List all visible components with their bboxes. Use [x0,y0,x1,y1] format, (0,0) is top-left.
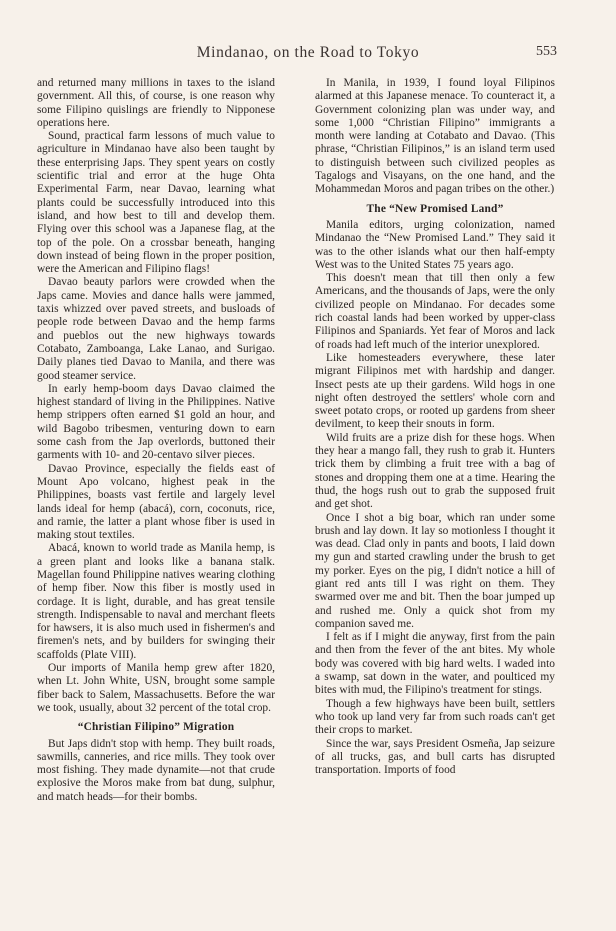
page-number: 553 [536,44,557,59]
paragraph: This doesn't mean that till then only a few Americans, and the thousands of Japs, were the only civilized people on Mindanao. For decades some rich coastal lands had been worked by upper-class Filipinos and Spaniards. Yet fear of Moros and lack of roads had left much of the interior unexplored. [315,272,555,351]
section-heading: “Christian Filipino” Migration [77,721,235,734]
paragraph: and returned many millions in taxes to the island government. All this, of course, is one reason why some Filipino quislings are friendly to Nipponese operations here. [37,77,275,129]
section-heading: The “New Promised Land” [366,202,504,215]
paragraph: Davao beauty parlors were crowded when the Japs came. Movies and dance halls were jammed, taxis whizzed over paved streets, and busloads of people rode between Davao and the hemp farms and pueblos out the new highways towards Cotabato, Zamboanga, Lake Lanao, and Surigao. Daily planes tied Davao to Manila, and there was good steamer service. [37,276,275,382]
page-header [0,44,616,64]
paragraph: Like homesteaders everywhere, these later migrant Filipinos met with hardship and danger. Insect pests ate up their gardens. Wild hogs in one night often destroyed the settlers' whole corn and sweet potato crops, or rooted up gardens from sheer devilment, to keep their snouts in form. [315,351,555,431]
paragraph: In Manila, in 1939, I found loyal Filipinos alarmed at this Japanese menace. To counteract it, a Government colonizing plan was under way, and some 1,000 “Christian Filipino” immigrants a month were landing at Cotabato and Davao. (This phrase, “Christian Filipinos,” is an island term used to distinguish between such civilized peoples as Tagalogs and Visayans, on the one hand, and the Mohammedan Moros and pagan tribes on the other.) [315,77,555,196]
paragraph: Sound, practical farm lessons of much value to agriculture in Mindanao have also been taught by these enterprising Japs. They spent years on costly scientific trial and error at the huge Ohta Experimental Farm, near Davao, learning what plants could be successfully introduced into this island, and how best to till and develop them. Flying over this school was a Japanese flag, at the top of the pole. On a crossbar beneath, hanging down instead of being flown in the proper position, were the American and Filipino flags! [37,130,275,276]
paragraph: Since the war, says President Osmeña, Jap seizure of all trucks, gas, and bull carts has disrupted transportation. Imports of food [315,737,555,777]
right-column [315,77,555,777]
paragraph: Our imports of Manila hemp grew after 1820, when Lt. John White, USN, brought some sample fiber back to Salem, Massachusetts. Before the war we took, usually, about 32 percent of the total crop. [37,662,275,714]
paragraph: I felt as if I might die anyway, first from the pain and then from the fever of the ant bites. My whole body was covered with big hard welts. I waded into a swamp, sat down in the water, and poulticed my bites with mud, the Filipino's treatment for stings. [315,631,555,697]
paragraph: Wild fruits are a prize dish for these hogs. When they hear a mango fall, they rush to grab it. Hunters trick them by climbing a fruit tree with a bag of stones and dropping them one at a time. Hearing the thud, the hogs rush out to grab the supposed fruit and get shot. [315,431,555,511]
paragraph: Abacá, known to world trade as Manila hemp, is a green plant and looks like a banana stalk. Magellan found Philippine natives wearing clothing of hemp fiber. Now this fiber is mostly used in cordage. It is light, durable, and has great tensile strength. Indispensable to naval and merchant fleets for hawsers, it is also much used in fishermen's and firemen's nets, and by builders for swinging their scaffolds (Plate VIII). [37,542,275,661]
paragraph: In early hemp-boom days Davao claimed the highest standard of living in the Philippines. Native hemp strippers often earned $1 gold an hour, and wild Bagobo tribesmen, venturing down to earn some cash from the Jap overlords, buttoned their garments with 10- and 20-centavo silver pieces. [37,382,275,462]
paragraph: Manila editors, urging colonization, named Mindanao the “New Promised Land.” They said it was to the other islands what our then half-empty West was to the United States 75 years ago. [315,218,555,271]
paragraph: Once I shot a big boar, which ran under some brush and lay down. It lay so motionless I thought it was dead. Clad only in pants and boots, I laid down my gun and started crawling under the brush to get my porker. Eyes on the pig, I didn't notice a hill of giant red ants till I was right on them. They swarmed over me and bit. Then the boar jumped up and rushed me. Only a quick shot from my companion saved me. [315,511,555,630]
paragraph: Though a few highways have been built, settlers who took up land very far from such roads can't get their crops to market. [315,697,555,737]
paragraph: Davao Province, especially the fields east of Mount Apo volcano, highest peak in the Philippines, boasts vast fertile and largely level lands ideal for hemp (abacá), corn, coconuts, rice, and ramie, the latter a plant whose fiber is used in making stout textiles. [37,462,275,542]
running-title: Mindanao, on the Road to Tokyo [196,44,420,61]
left-column [37,77,275,804]
paragraph: But Japs didn't stop with hemp. They built roads, sawmills, canneries, and rice mills. They took over most fishing. They made dynamite—not that crude explosive the Moros make from bat dung, sulphur, and match heads—for their bombs. [37,737,275,803]
